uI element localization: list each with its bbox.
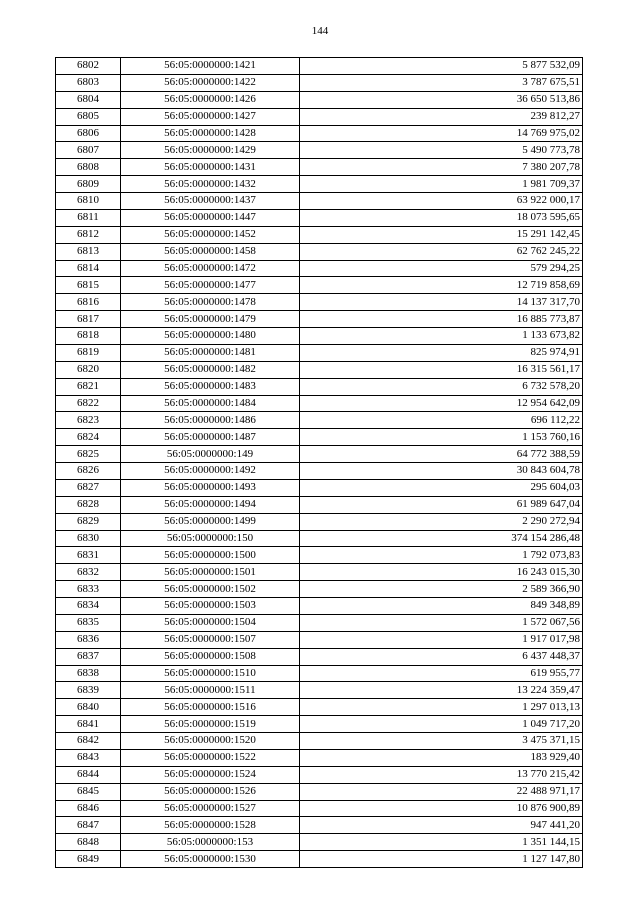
cadastral-value-cell: 15 291 142,45: [300, 226, 583, 243]
table-row: [56, 716, 583, 733]
cadastral-number-cell: 56:05:0000000:153: [121, 834, 300, 851]
cadastral-number-cell: 56:05:0000000:1458: [121, 243, 300, 260]
cadastral-number-cell: 56:05:0000000:1452: [121, 226, 300, 243]
cadastral-value-cell: 295 604,03: [300, 479, 583, 496]
cadastral-number-cell: 56:05:0000000:1499: [121, 513, 300, 530]
table-row: [56, 277, 583, 294]
table-row: [56, 834, 583, 851]
row-number-cell: 6846: [56, 800, 121, 817]
table-row: [56, 108, 583, 125]
table-row: [56, 699, 583, 716]
cadastral-number-cell: 56:05:0000000:1519: [121, 716, 300, 733]
cadastral-number-cell: 56:05:0000000:1502: [121, 581, 300, 598]
cadastral-number-cell: 56:05:0000000:150: [121, 530, 300, 547]
row-number-cell: 6815: [56, 277, 121, 294]
cadastral-value-cell: 30 843 604,78: [300, 463, 583, 480]
cadastral-number-cell: 56:05:0000000:1487: [121, 429, 300, 446]
table-row: [56, 682, 583, 699]
table-row: [56, 294, 583, 311]
table-row: [56, 513, 583, 530]
row-number-cell: 6830: [56, 530, 121, 547]
table-row: [56, 463, 583, 480]
cadastral-number-cell: 56:05:0000000:1472: [121, 260, 300, 277]
table-row: [56, 733, 583, 750]
cadastral-value-cell: 36 650 513,86: [300, 91, 583, 108]
cadastral-number-cell: 56:05:0000000:1494: [121, 496, 300, 513]
row-number-cell: 6821: [56, 378, 121, 395]
table-row: [56, 344, 583, 361]
row-number-cell: 6810: [56, 193, 121, 210]
cadastral-value-cell: 183 929,40: [300, 749, 583, 766]
cadastral-number-cell: 56:05:0000000:1504: [121, 614, 300, 631]
cadastral-number-cell: 56:05:0000000:1432: [121, 176, 300, 193]
cadastral-value-cell: 5 877 532,09: [300, 58, 583, 75]
table-row: [56, 479, 583, 496]
table-row: [56, 446, 583, 463]
table-row: [56, 260, 583, 277]
row-number-cell: 6808: [56, 159, 121, 176]
cadastral-value-cell: 579 294,25: [300, 260, 583, 277]
table-row: [56, 243, 583, 260]
row-number-cell: 6839: [56, 682, 121, 699]
cadastral-number-cell: 56:05:0000000:1479: [121, 311, 300, 328]
table-row: [56, 496, 583, 513]
table-row: [56, 581, 583, 598]
cadastral-value-cell: 374 154 286,48: [300, 530, 583, 547]
cadastral-value-cell: 63 922 000,17: [300, 193, 583, 210]
table-row: [56, 125, 583, 142]
row-number-cell: 6802: [56, 58, 121, 75]
cadastral-value-cell: 3 475 371,15: [300, 733, 583, 750]
cadastral-number-cell: 56:05:0000000:1484: [121, 395, 300, 412]
table-row: [56, 648, 583, 665]
cadastral-number-cell: 56:05:0000000:1428: [121, 125, 300, 142]
table-row: [56, 412, 583, 429]
cadastral-value-cell: 1 917 017,98: [300, 631, 583, 648]
cadastral-number-cell: 56:05:0000000:1493: [121, 479, 300, 496]
row-number-cell: 6819: [56, 344, 121, 361]
table-row: [56, 159, 583, 176]
cadastral-number-cell: 56:05:0000000:1530: [121, 851, 300, 868]
row-number-cell: 6813: [56, 243, 121, 260]
row-number-cell: 6812: [56, 226, 121, 243]
cadastral-number-cell: 56:05:0000000:1421: [121, 58, 300, 75]
table-row: [56, 783, 583, 800]
table-row: [56, 311, 583, 328]
cadastral-value-cell: 1 049 717,20: [300, 716, 583, 733]
table-row: [56, 91, 583, 108]
cadastral-number-cell: 56:05:0000000:1527: [121, 800, 300, 817]
cadastral-value-cell: 947 441,20: [300, 817, 583, 834]
row-number-cell: 6832: [56, 564, 121, 581]
table-row: [56, 361, 583, 378]
cadastral-number-cell: 56:05:0000000:1503: [121, 598, 300, 615]
cadastral-value-table: [55, 57, 583, 868]
cadastral-value-cell: 12 719 858,69: [300, 277, 583, 294]
cadastral-value-cell: 16 315 561,17: [300, 361, 583, 378]
cadastral-value-cell: 13 224 359,47: [300, 682, 583, 699]
table-row: [56, 74, 583, 91]
cadastral-value-cell: 2 589 366,90: [300, 581, 583, 598]
row-number-cell: 6814: [56, 260, 121, 277]
table-row: [56, 378, 583, 395]
table-row: [56, 598, 583, 615]
table-row: [56, 209, 583, 226]
cadastral-value-cell: 1 297 013,13: [300, 699, 583, 716]
cadastral-number-cell: 56:05:0000000:1429: [121, 142, 300, 159]
row-number-cell: 6838: [56, 665, 121, 682]
row-number-cell: 6835: [56, 614, 121, 631]
cadastral-value-cell: 62 762 245,22: [300, 243, 583, 260]
table-row: [56, 766, 583, 783]
cadastral-value-cell: 619 955,77: [300, 665, 583, 682]
cadastral-number-cell: 56:05:0000000:1508: [121, 648, 300, 665]
cadastral-value-cell: 61 989 647,04: [300, 496, 583, 513]
row-number-cell: 6831: [56, 547, 121, 564]
table-row: [56, 395, 583, 412]
cadastral-number-cell: 56:05:0000000:1447: [121, 209, 300, 226]
table-row: [56, 749, 583, 766]
cadastral-value-cell: 14 137 317,70: [300, 294, 583, 311]
row-number-cell: 6824: [56, 429, 121, 446]
cadastral-value-cell: 239 812,27: [300, 108, 583, 125]
table-row: [56, 631, 583, 648]
cadastral-number-cell: 56:05:0000000:1522: [121, 749, 300, 766]
cadastral-value-cell: 5 490 773,78: [300, 142, 583, 159]
cadastral-value-cell: 1 572 067,56: [300, 614, 583, 631]
row-number-cell: 6818: [56, 328, 121, 345]
row-number-cell: 6809: [56, 176, 121, 193]
cadastral-number-cell: 56:05:0000000:1516: [121, 699, 300, 716]
cadastral-number-cell: 56:05:0000000:1520: [121, 733, 300, 750]
table-row: [56, 800, 583, 817]
table-row: [56, 142, 583, 159]
cadastral-value-cell: 1 133 673,82: [300, 328, 583, 345]
row-number-cell: 6817: [56, 311, 121, 328]
cadastral-value-cell: 1 153 760,16: [300, 429, 583, 446]
row-number-cell: 6845: [56, 783, 121, 800]
table-row: [56, 817, 583, 834]
cadastral-number-cell: 56:05:0000000:1500: [121, 547, 300, 564]
cadastral-number-cell: 56:05:0000000:1481: [121, 344, 300, 361]
table-row: [56, 851, 583, 868]
cadastral-value-cell: 7 380 207,78: [300, 159, 583, 176]
table-row: [56, 614, 583, 631]
cadastral-number-cell: 56:05:0000000:1422: [121, 74, 300, 91]
row-number-cell: 6803: [56, 74, 121, 91]
table-body: [56, 58, 583, 868]
cadastral-number-cell: 56:05:0000000:1528: [121, 817, 300, 834]
cadastral-number-cell: 56:05:0000000:1507: [121, 631, 300, 648]
table-row: [56, 429, 583, 446]
cadastral-value-cell: 18 073 595,65: [300, 209, 583, 226]
row-number-cell: 6823: [56, 412, 121, 429]
cadastral-value-cell: 6 437 448,37: [300, 648, 583, 665]
cadastral-number-cell: 56:05:0000000:1526: [121, 783, 300, 800]
cadastral-value-cell: 13 770 215,42: [300, 766, 583, 783]
row-number-cell: 6805: [56, 108, 121, 125]
row-number-cell: 6827: [56, 479, 121, 496]
table-row: [56, 547, 583, 564]
row-number-cell: 6837: [56, 648, 121, 665]
row-number-cell: 6844: [56, 766, 121, 783]
row-number-cell: 6841: [56, 716, 121, 733]
cadastral-number-cell: 56:05:0000000:1483: [121, 378, 300, 395]
cadastral-number-cell: 56:05:0000000:1437: [121, 193, 300, 210]
cadastral-value-cell: 849 348,89: [300, 598, 583, 615]
row-number-cell: 6840: [56, 699, 121, 716]
cadastral-value-cell: 1 981 709,37: [300, 176, 583, 193]
table-row: [56, 564, 583, 581]
cadastral-number-cell: 56:05:0000000:1511: [121, 682, 300, 699]
row-number-cell: 6833: [56, 581, 121, 598]
cadastral-number-cell: 56:05:0000000:1480: [121, 328, 300, 345]
cadastral-number-cell: 56:05:0000000:1482: [121, 361, 300, 378]
cadastral-number-cell: 56:05:0000000:1426: [121, 91, 300, 108]
row-number-cell: 6804: [56, 91, 121, 108]
cadastral-number-cell: 56:05:0000000:1486: [121, 412, 300, 429]
cadastral-value-cell: 1 792 073,83: [300, 547, 583, 564]
cadastral-value-cell: 64 772 388,59: [300, 446, 583, 463]
table-row: [56, 226, 583, 243]
cadastral-value-cell: 825 974,91: [300, 344, 583, 361]
row-number-cell: 6848: [56, 834, 121, 851]
row-number-cell: 6847: [56, 817, 121, 834]
row-number-cell: 6822: [56, 395, 121, 412]
table-row: [56, 328, 583, 345]
cadastral-number-cell: 56:05:0000000:149: [121, 446, 300, 463]
row-number-cell: 6843: [56, 749, 121, 766]
table-row: [56, 176, 583, 193]
page-number: 144: [311, 25, 329, 37]
cadastral-value-cell: 2 290 272,94: [300, 513, 583, 530]
cadastral-value-cell: 16 885 773,87: [300, 311, 583, 328]
cadastral-number-cell: 56:05:0000000:1477: [121, 277, 300, 294]
table-row: [56, 665, 583, 682]
row-number-cell: 6829: [56, 513, 121, 530]
cadastral-value-cell: 10 876 900,89: [300, 800, 583, 817]
row-number-cell: 6806: [56, 125, 121, 142]
cadastral-number-cell: 56:05:0000000:1492: [121, 463, 300, 480]
row-number-cell: 6834: [56, 598, 121, 615]
cadastral-value-cell: 1 127 147,80: [300, 851, 583, 868]
row-number-cell: 6826: [56, 463, 121, 480]
cadastral-value-cell: 16 243 015,30: [300, 564, 583, 581]
row-number-cell: 6811: [56, 209, 121, 226]
cadastral-value-cell: 3 787 675,51: [300, 74, 583, 91]
table-row: [56, 193, 583, 210]
row-number-cell: 6820: [56, 361, 121, 378]
cadastral-value-cell: 696 112,22: [300, 412, 583, 429]
cadastral-value-cell: 14 769 975,02: [300, 125, 583, 142]
cadastral-number-cell: 56:05:0000000:1510: [121, 665, 300, 682]
row-number-cell: 6842: [56, 733, 121, 750]
row-number-cell: 6836: [56, 631, 121, 648]
cadastral-number-cell: 56:05:0000000:1501: [121, 564, 300, 581]
row-number-cell: 6828: [56, 496, 121, 513]
cadastral-number-cell: 56:05:0000000:1427: [121, 108, 300, 125]
cadastral-number-cell: 56:05:0000000:1524: [121, 766, 300, 783]
cadastral-value-cell: 12 954 642,09: [300, 395, 583, 412]
cadastral-value-cell: 1 351 144,15: [300, 834, 583, 851]
cadastral-number-cell: 56:05:0000000:1431: [121, 159, 300, 176]
cadastral-value-cell: 22 488 971,17: [300, 783, 583, 800]
row-number-cell: 6825: [56, 446, 121, 463]
cadastral-number-cell: 56:05:0000000:1478: [121, 294, 300, 311]
table-row: [56, 530, 583, 547]
row-number-cell: 6807: [56, 142, 121, 159]
row-number-cell: 6816: [56, 294, 121, 311]
cadastral-value-cell: 6 732 578,20: [300, 378, 583, 395]
table-row: [56, 58, 583, 75]
row-number-cell: 6849: [56, 851, 121, 868]
